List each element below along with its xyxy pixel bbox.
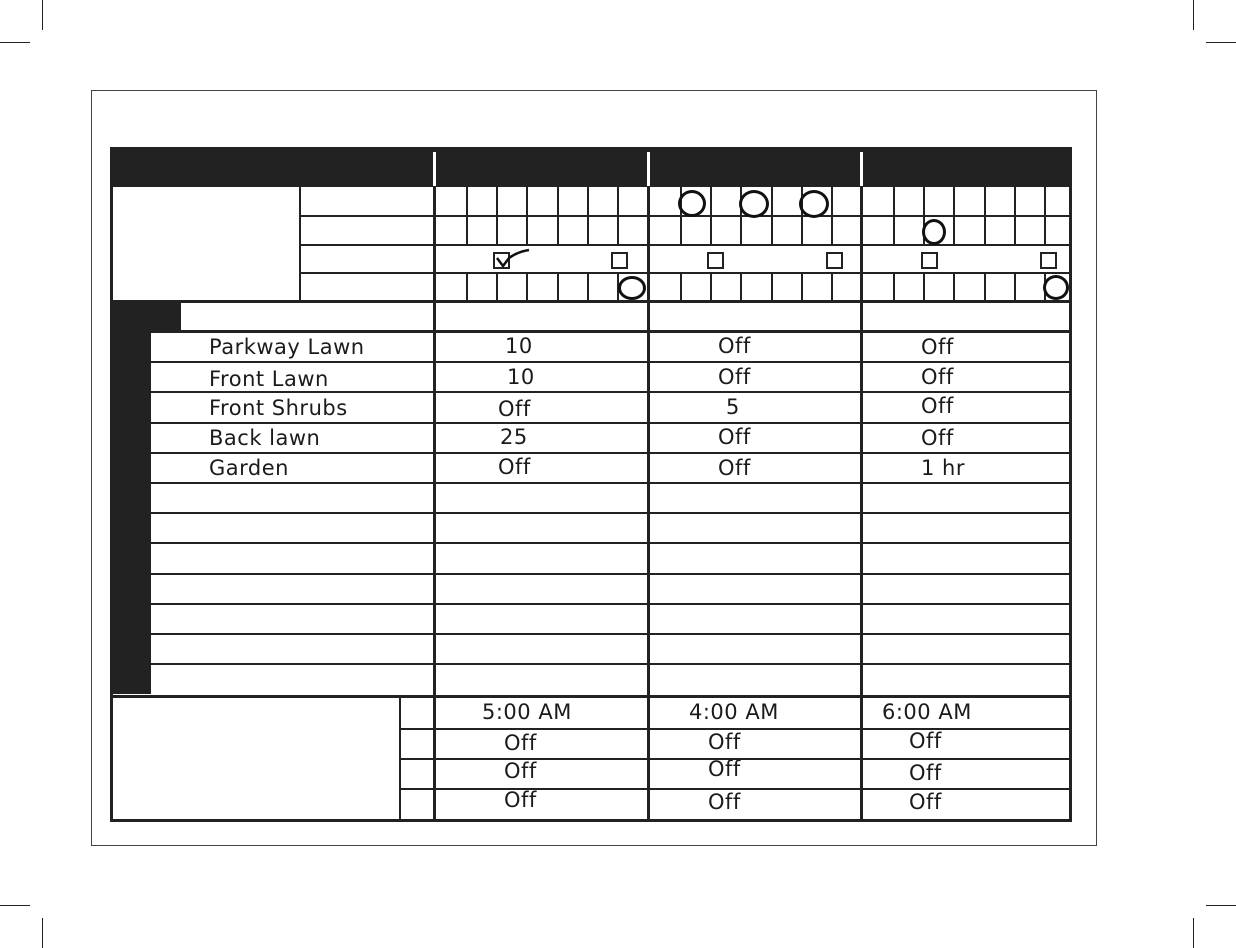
crop-mark: [42, 0, 43, 30]
day-cell-divider: [953, 274, 955, 300]
day-cell-divider: [831, 274, 833, 300]
run-time: 5: [726, 395, 740, 419]
day-row-line: [299, 244, 1069, 246]
station-number-tab: [113, 514, 151, 543]
header-separator: [860, 152, 863, 186]
run-time: 10: [505, 334, 533, 358]
day-cell-divider: [923, 274, 925, 300]
run-time: 25: [500, 425, 528, 449]
circled-day-mark: [1043, 275, 1069, 300]
day-cell-divider: [466, 217, 468, 244]
day-cell-divider: [496, 187, 498, 215]
start-time: Off: [504, 731, 537, 755]
day-cell-divider: [710, 187, 712, 215]
crop-mark: [0, 42, 30, 43]
day-cell-divider: [831, 217, 833, 244]
run-time: Off: [718, 456, 751, 480]
station-number-tab: [113, 454, 151, 483]
day-cell-divider: [771, 274, 773, 300]
day-cell-divider: [953, 217, 955, 244]
day-cell-divider: [466, 274, 468, 300]
station-header-tab: [113, 300, 181, 331]
day-cell-divider: [984, 274, 986, 300]
start-time: 5:00 AM: [482, 700, 572, 724]
day-cell-divider: [1044, 217, 1046, 244]
station-number-tab: [113, 665, 151, 694]
station-number-tab: [113, 484, 151, 513]
run-time: Off: [921, 365, 954, 389]
run-time: Off: [921, 335, 954, 359]
station-row-line: [113, 633, 1069, 635]
day-cell-divider: [557, 217, 559, 244]
day-cell-divider: [496, 274, 498, 300]
crop-mark: [0, 905, 30, 906]
station-row-line: [113, 603, 1069, 605]
day-cell-divider: [740, 274, 742, 300]
day-cell-divider: [893, 217, 895, 244]
day-cell-divider: [587, 274, 589, 300]
station-number-tab: [113, 635, 151, 664]
day-cell-divider: [526, 187, 528, 215]
station-name: Front Shrubs: [209, 396, 348, 420]
station-row-line: [113, 573, 1069, 575]
day-cell-divider: [557, 187, 559, 215]
day-cell-divider: [984, 187, 986, 215]
checkmark-icon: [493, 246, 533, 274]
run-time: Off: [718, 425, 751, 449]
station-name: Back lawn: [209, 426, 321, 450]
run-time: Off: [498, 455, 531, 479]
day-cell-divider: [984, 217, 986, 244]
section-line: [113, 695, 1069, 698]
odd-day-checkbox[interactable]: [921, 252, 938, 269]
station-number-tab: [113, 575, 151, 604]
station-name: Garden: [209, 456, 289, 480]
header-bar: [113, 150, 1069, 187]
day-cell-divider: [526, 217, 528, 244]
start-time: Off: [909, 790, 942, 814]
start-time: Off: [504, 788, 537, 812]
crop-mark: [1193, 0, 1194, 30]
day-cell-divider: [1014, 187, 1016, 215]
section-line: [113, 300, 1069, 303]
start-time: Off: [708, 790, 741, 814]
station-row-line: [113, 663, 1069, 665]
day-cell-divider: [801, 274, 803, 300]
station-row-line: [113, 452, 1069, 454]
start-time: Off: [909, 761, 942, 785]
day-cell-divider: [771, 217, 773, 244]
day-cell-divider: [1014, 217, 1016, 244]
station-row-line: [113, 391, 1069, 393]
day-cell-divider: [893, 187, 895, 215]
day-cell-divider: [587, 217, 589, 244]
run-time: Off: [498, 397, 531, 421]
circled-day-mark: [678, 190, 706, 217]
station-name: Front Lawn: [209, 367, 329, 391]
station-name: Parkway Lawn: [209, 335, 365, 359]
day-cell-divider: [831, 187, 833, 215]
station-number-tab: [113, 605, 151, 634]
header-separator: [433, 152, 436, 186]
start-time: Off: [909, 729, 942, 753]
circled-day-mark: [618, 276, 646, 300]
day-cell-divider: [587, 187, 589, 215]
circled-day-mark: [922, 219, 946, 245]
crop-mark: [1206, 905, 1236, 906]
day-cell-divider: [710, 274, 712, 300]
day-cell-divider: [953, 187, 955, 215]
station-row-line: [113, 542, 1069, 544]
day-cell-divider: [771, 187, 773, 215]
start-time: Off: [708, 757, 741, 781]
day-cell-divider: [710, 217, 712, 244]
column-divider: [647, 187, 650, 822]
run-time: Off: [718, 365, 751, 389]
station-row-line: [113, 361, 1069, 363]
even-day-checkbox[interactable]: [611, 252, 628, 269]
run-time: Off: [921, 394, 954, 418]
day-cell-divider: [801, 217, 803, 244]
station-row-line: [113, 482, 1069, 484]
even-day-checkbox[interactable]: [1040, 252, 1057, 269]
station-number-tab: [113, 393, 151, 422]
day-cell-divider: [496, 217, 498, 244]
section-line: [113, 330, 1069, 333]
even-day-checkbox[interactable]: [826, 252, 843, 269]
start-time: 6:00 AM: [882, 700, 972, 724]
station-number-tab: [113, 333, 151, 362]
column-divider: [433, 187, 436, 822]
station-number-tab: [113, 544, 151, 573]
crop-mark: [42, 918, 43, 948]
day-cell-divider: [893, 274, 895, 300]
day-cell-divider: [466, 187, 468, 215]
run-time: 10: [507, 365, 535, 389]
day-cell-divider: [680, 274, 682, 300]
crop-mark: [1206, 42, 1236, 43]
run-time: 1 hr: [921, 456, 965, 480]
header-separator: [647, 152, 650, 186]
station-number-tab: [113, 424, 151, 453]
station-row-line: [113, 422, 1069, 424]
station-row-line: [113, 512, 1069, 514]
day-cell-divider: [526, 274, 528, 300]
start-time: 4:00 AM: [689, 700, 779, 724]
station-number-tab: [113, 363, 151, 392]
day-cell-divider: [740, 217, 742, 244]
crop-mark: [1193, 918, 1194, 948]
odd-day-checkbox[interactable]: [707, 252, 724, 269]
day-cell-divider: [617, 217, 619, 244]
circled-day-mark: [739, 190, 769, 218]
day-cell-divider: [617, 187, 619, 215]
day-cell-divider: [680, 217, 682, 244]
run-time: Off: [718, 334, 751, 358]
start-time: Off: [504, 759, 537, 783]
start-time: Off: [708, 730, 741, 754]
day-cell-divider: [923, 187, 925, 215]
day-cell-divider: [557, 274, 559, 300]
circled-day-mark: [799, 190, 829, 218]
run-time: Off: [921, 426, 954, 450]
day-cell-divider: [1014, 274, 1016, 300]
column-divider: [860, 187, 863, 822]
day-cell-divider: [1044, 187, 1046, 215]
